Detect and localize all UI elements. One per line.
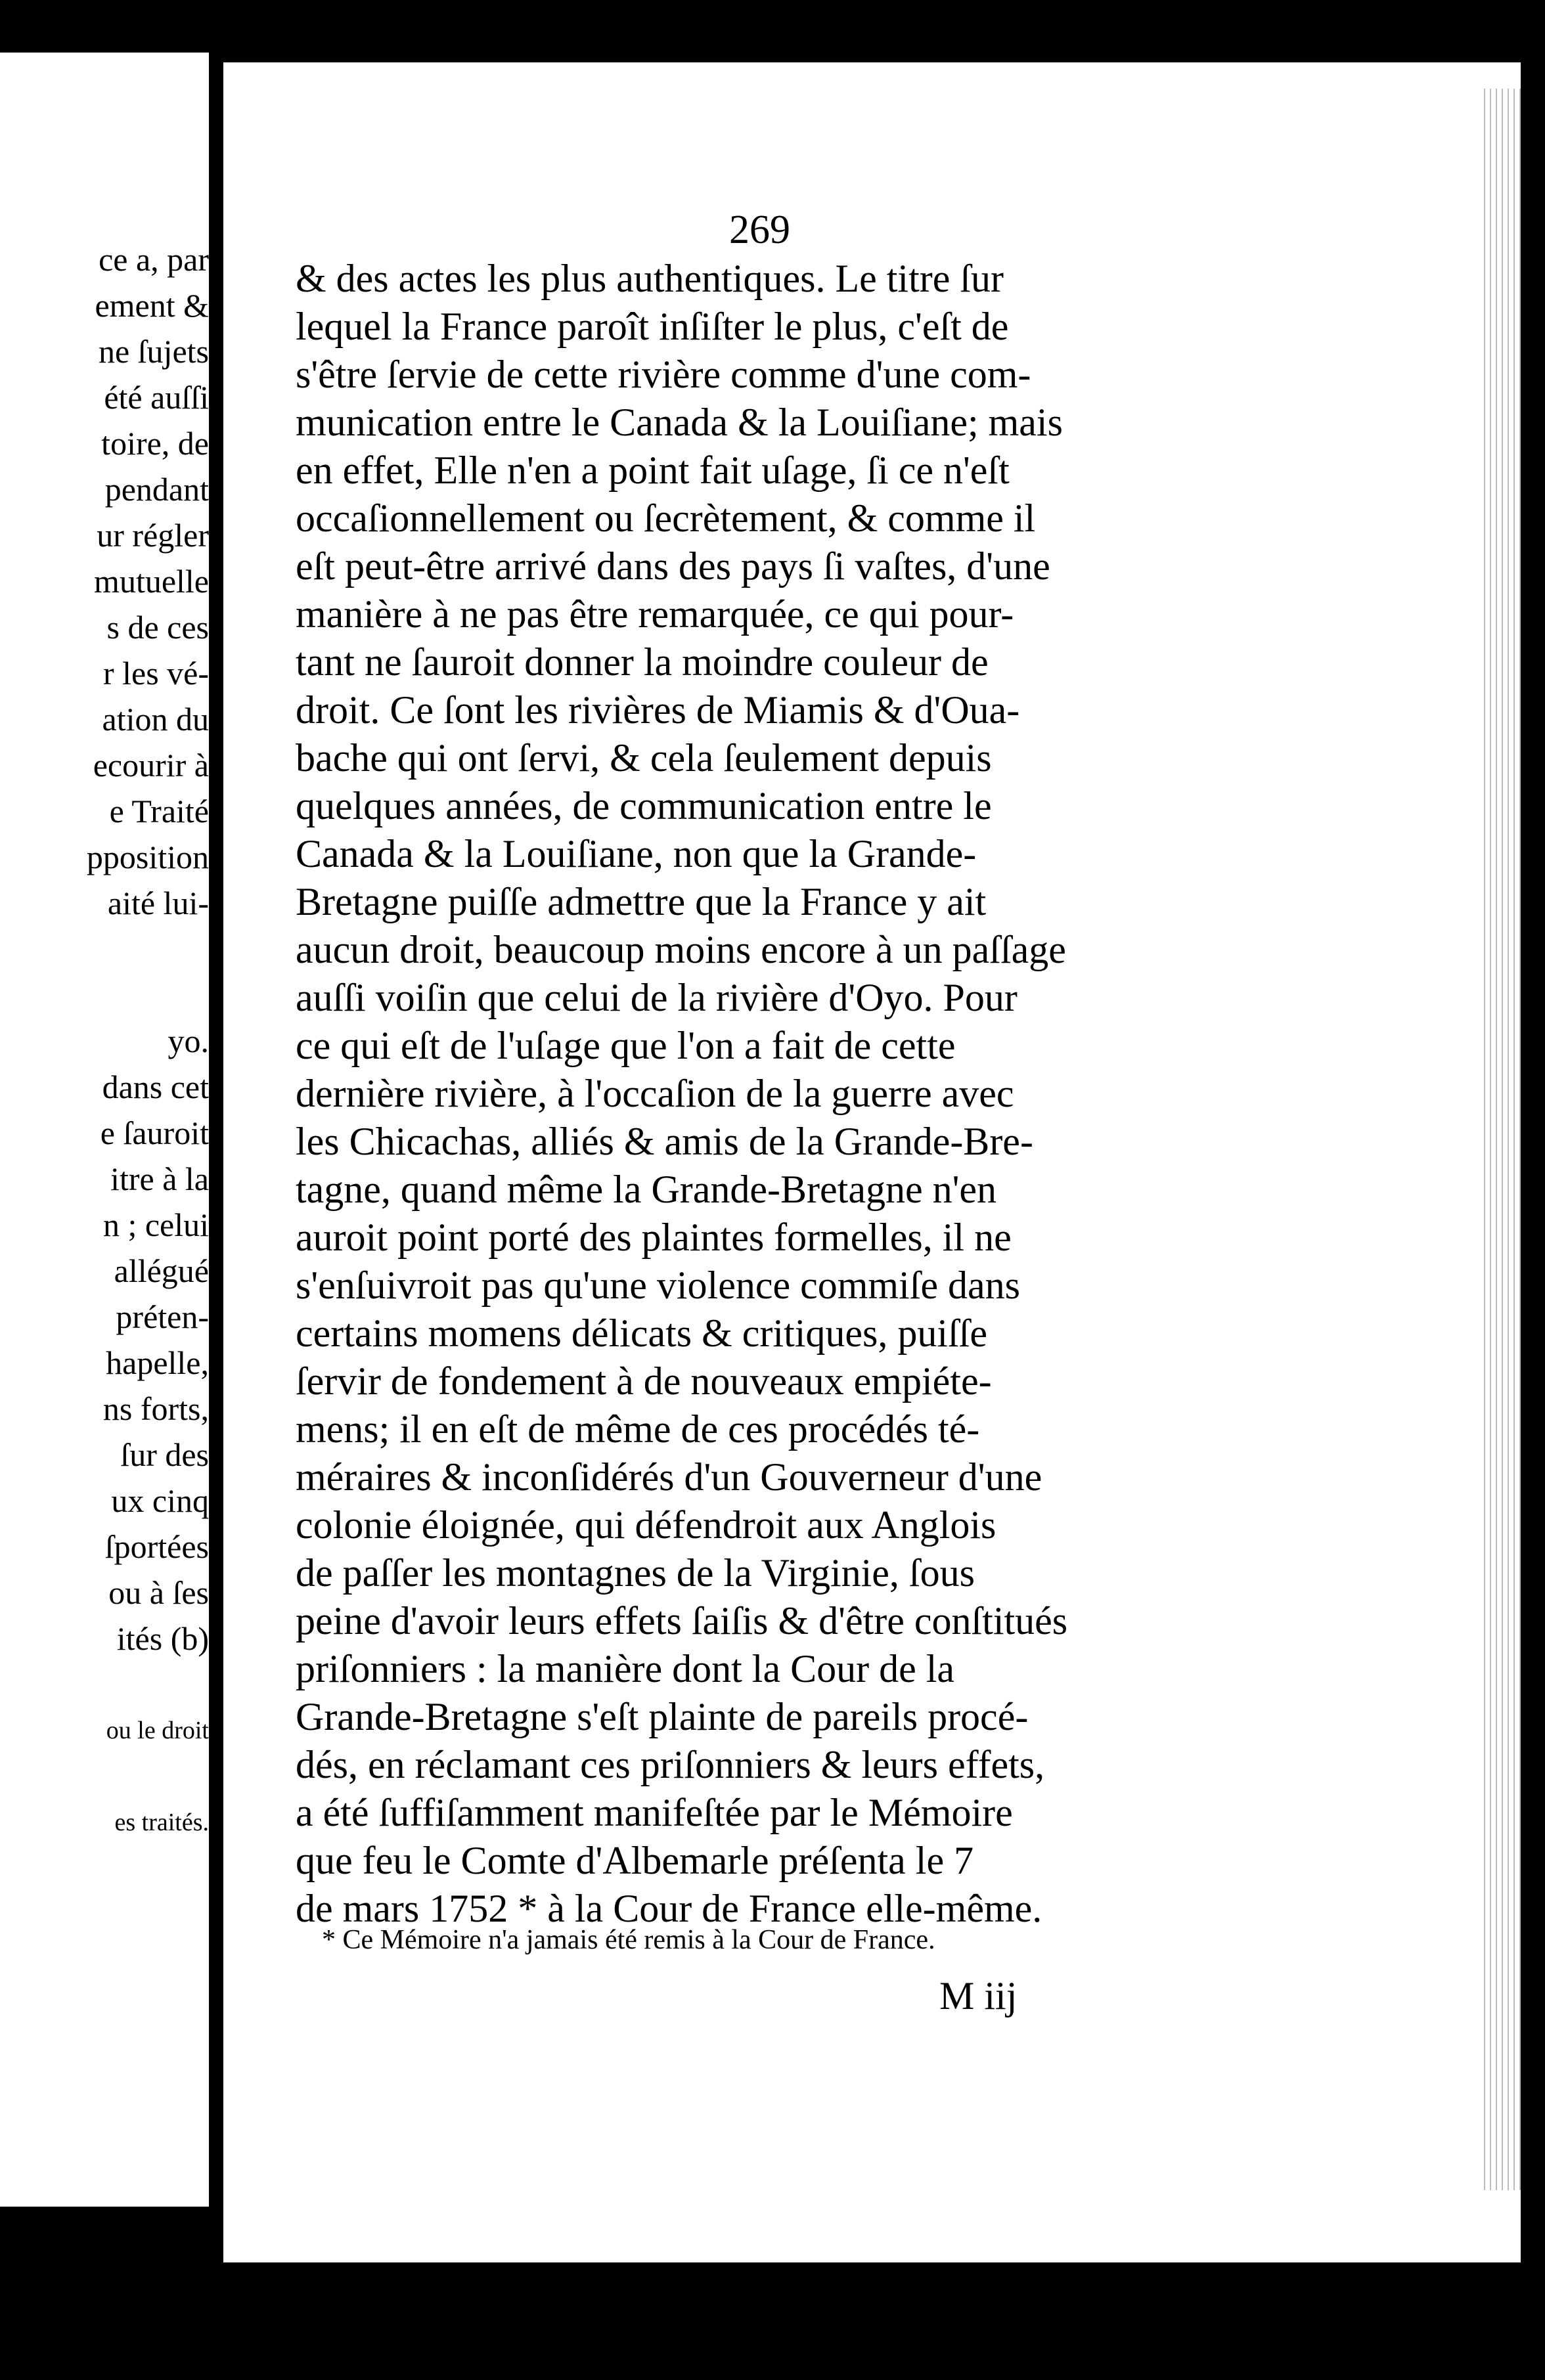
- body-line: dés, en réclamant ces priſonniers & leurs effets,: [296, 1743, 1045, 1786]
- left-page-line: ur régler: [97, 517, 209, 554]
- body-line: Bretagne puiſſe admettre que la France y ait: [296, 880, 987, 923]
- left-page-line: allégué: [114, 1252, 209, 1289]
- left-page-line: ne ſujets: [98, 333, 209, 370]
- body-line: auroit point porté des plaintes formelles, il ne: [296, 1216, 1012, 1259]
- left-page-line: pendant: [104, 471, 209, 508]
- footnote: * Ce Mémoire n'a jamais été remis à la Cour de France.: [322, 1925, 935, 1955]
- left-page-line: e Traité: [109, 793, 209, 829]
- body-line: que feu le Comte d'Albemarle préſenta le 7: [296, 1839, 974, 1882]
- book-gutter: [210, 53, 223, 2220]
- page-number: 269: [729, 208, 790, 252]
- body-line: s'être ſervie de cette rivière comme d'une com-: [296, 353, 1031, 396]
- body-line: certains momens délicats & critiques, puiſſe: [296, 1311, 988, 1355]
- body-line: ſervir de fondement à de nouveaux empiéte-: [296, 1359, 992, 1403]
- left-page-line: dans cet: [102, 1069, 209, 1105]
- body-line: occaſionnellement ou ſecrètement, & comme il: [296, 496, 1036, 540]
- body-line: a été ſuffiſamment manifeſtée par le Mémoire: [296, 1791, 1013, 1834]
- body-line: eſt peut-être arrivé dans des pays ſi vaſtes, d'une: [296, 544, 1050, 588]
- left-page-line: ou à ſes: [108, 1574, 209, 1611]
- body-line: peine d'avoir leurs effets ſaiſis & d'être conſtitués: [296, 1599, 1068, 1642]
- body-line: de mars 1752 * à la Cour de France elle-même.: [296, 1887, 1042, 1930]
- left-page-line: ou le droit: [106, 1717, 209, 1744]
- left-page-line: ſur des: [120, 1436, 209, 1473]
- page-edges: [1481, 89, 1521, 2190]
- body-line: manière à ne pas être remarquée, ce qui pour-: [296, 592, 1014, 636]
- body-line: ce qui eſt de l'uſage que l'on a fait de cette: [296, 1024, 956, 1067]
- body-line: Canada & la Louiſiane, non que la Grande-: [296, 832, 977, 875]
- body-line: s'enſuivroit pas qu'une violence commiſe dans: [296, 1264, 1021, 1307]
- body-line: & des actes les plus authentiques. Le titre ſur: [296, 257, 1004, 300]
- left-page-line: mutuelle: [94, 563, 209, 600]
- left-page-line: toire, de: [101, 425, 209, 462]
- left-page-line: ce a, par: [99, 241, 209, 278]
- left-page-line: ns forts,: [102, 1390, 209, 1427]
- body-line: bache qui ont ſervi, & cela ſeulement depuis: [296, 736, 992, 780]
- body-line: auſſi voiſin que celui de la rivière d'Oyo. Pour: [296, 976, 1018, 1019]
- body-line: tant ne ſauroit donner la moindre couleur de: [296, 640, 989, 684]
- left-page-line: ſportées: [104, 1528, 209, 1565]
- left-page-line: préten-: [116, 1298, 209, 1335]
- left-page-line: es traités.: [114, 1809, 209, 1836]
- left-page-line: été auſſi: [104, 379, 209, 416]
- left-page-line: r les vé-: [102, 655, 209, 692]
- body-line: dernière rivière, à l'occaſion de la guerre avec: [296, 1072, 1014, 1115]
- body-line: Grande-Bretagne s'eſt plainte de pareils procé-: [296, 1695, 1029, 1738]
- body-line: en effet, Elle n'en a point fait uſage, ſi ce n'eſt: [296, 449, 1010, 492]
- body-line: colonie éloignée, qui défendroit aux Anglois: [296, 1503, 996, 1547]
- left-page-line: itre à la: [110, 1160, 209, 1197]
- left-page-line: s de ces: [106, 609, 209, 646]
- left-page-line: aité lui-: [107, 885, 209, 921]
- body-line: de paſſer les montagnes de la Virginie, ſous: [296, 1551, 975, 1595]
- body-line: quelques années, de communication entre le: [296, 784, 992, 827]
- body-line: les Chicachas, alliés & amis de la Grande-Bre-: [296, 1120, 1033, 1163]
- signature-mark: M iij: [939, 1974, 1018, 2017]
- right-page: [223, 62, 1521, 2262]
- left-page-line: hapelle,: [106, 1344, 209, 1381]
- left-page-line: n ; celui: [102, 1206, 209, 1243]
- body-line: aucun droit, beaucoup moins encore à un paſſage: [296, 928, 1066, 971]
- left-page-line: e ſauroit: [100, 1114, 209, 1151]
- body-line: lequel la France paroît inſiſter le plus, c'eſt de: [296, 305, 1009, 348]
- body-line: priſonniers : la manière dont la Cour de la: [296, 1647, 955, 1690]
- left-page-line: yo.: [168, 1023, 209, 1059]
- left-page-line: ecourir à: [93, 747, 209, 783]
- left-page-line: ation du: [102, 701, 209, 738]
- left-page-line: ités (b): [116, 1620, 209, 1657]
- body-line: méraires & inconſidérés d'un Gouverneur d'une: [296, 1455, 1042, 1499]
- left-page-line: pposition: [86, 839, 209, 875]
- left-page-line: ux cinq: [111, 1482, 209, 1519]
- body-line: mens; il en eſt de même de ces procédés té-: [296, 1407, 980, 1451]
- body-line: munication entre le Canada & la Louiſiane; mais: [296, 401, 1063, 444]
- body-line: droit. Ce ſont les rivières de Miamis & d'Oua-: [296, 688, 1020, 732]
- body-line: tagne, quand même la Grande-Bretagne n'en: [296, 1168, 997, 1211]
- left-page: [0, 53, 209, 2207]
- left-page-line: ement &: [95, 287, 209, 324]
